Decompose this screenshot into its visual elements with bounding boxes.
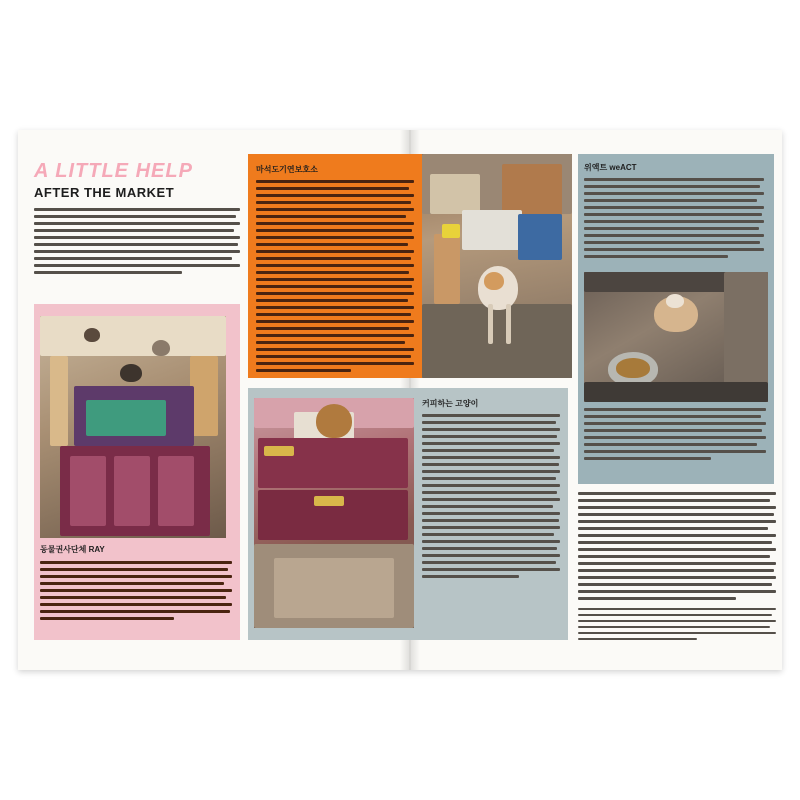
card-coffee-cat-title: 커피하는 고양이	[422, 399, 479, 408]
headline-title: A LITTLE HELP	[34, 160, 193, 182]
article-headline	[34, 160, 234, 200]
headline-subtitle: AFTER THE MARKET	[34, 185, 175, 200]
card-ray-body	[40, 544, 232, 620]
closing-paragraph	[578, 492, 776, 640]
card-weact-body	[584, 178, 764, 258]
card-coffee-cat	[248, 388, 568, 640]
card-weact-photo-panel	[578, 266, 774, 484]
intro-paragraph	[34, 208, 240, 274]
card-weact-title: 위액트 weACT	[584, 163, 637, 172]
card-maseok-body	[256, 180, 414, 372]
card-weact	[578, 154, 774, 274]
card-ray	[34, 304, 240, 640]
photo-dog-with-supplies	[422, 154, 572, 378]
card-maseok-title: 마석도기연보호소	[256, 165, 318, 174]
photo-cat-on-food-bags	[254, 398, 414, 628]
photo-cat-shelter	[40, 316, 226, 538]
card-weact-photo-caption	[584, 408, 766, 460]
card-maseok	[248, 154, 422, 378]
photo-cat-in-cage	[584, 272, 768, 402]
card-ray-title: 동물권사단체 RAY	[40, 545, 105, 554]
card-coffee-cat-body	[422, 414, 560, 578]
magazine-spread	[18, 130, 782, 670]
footnote	[578, 608, 776, 640]
